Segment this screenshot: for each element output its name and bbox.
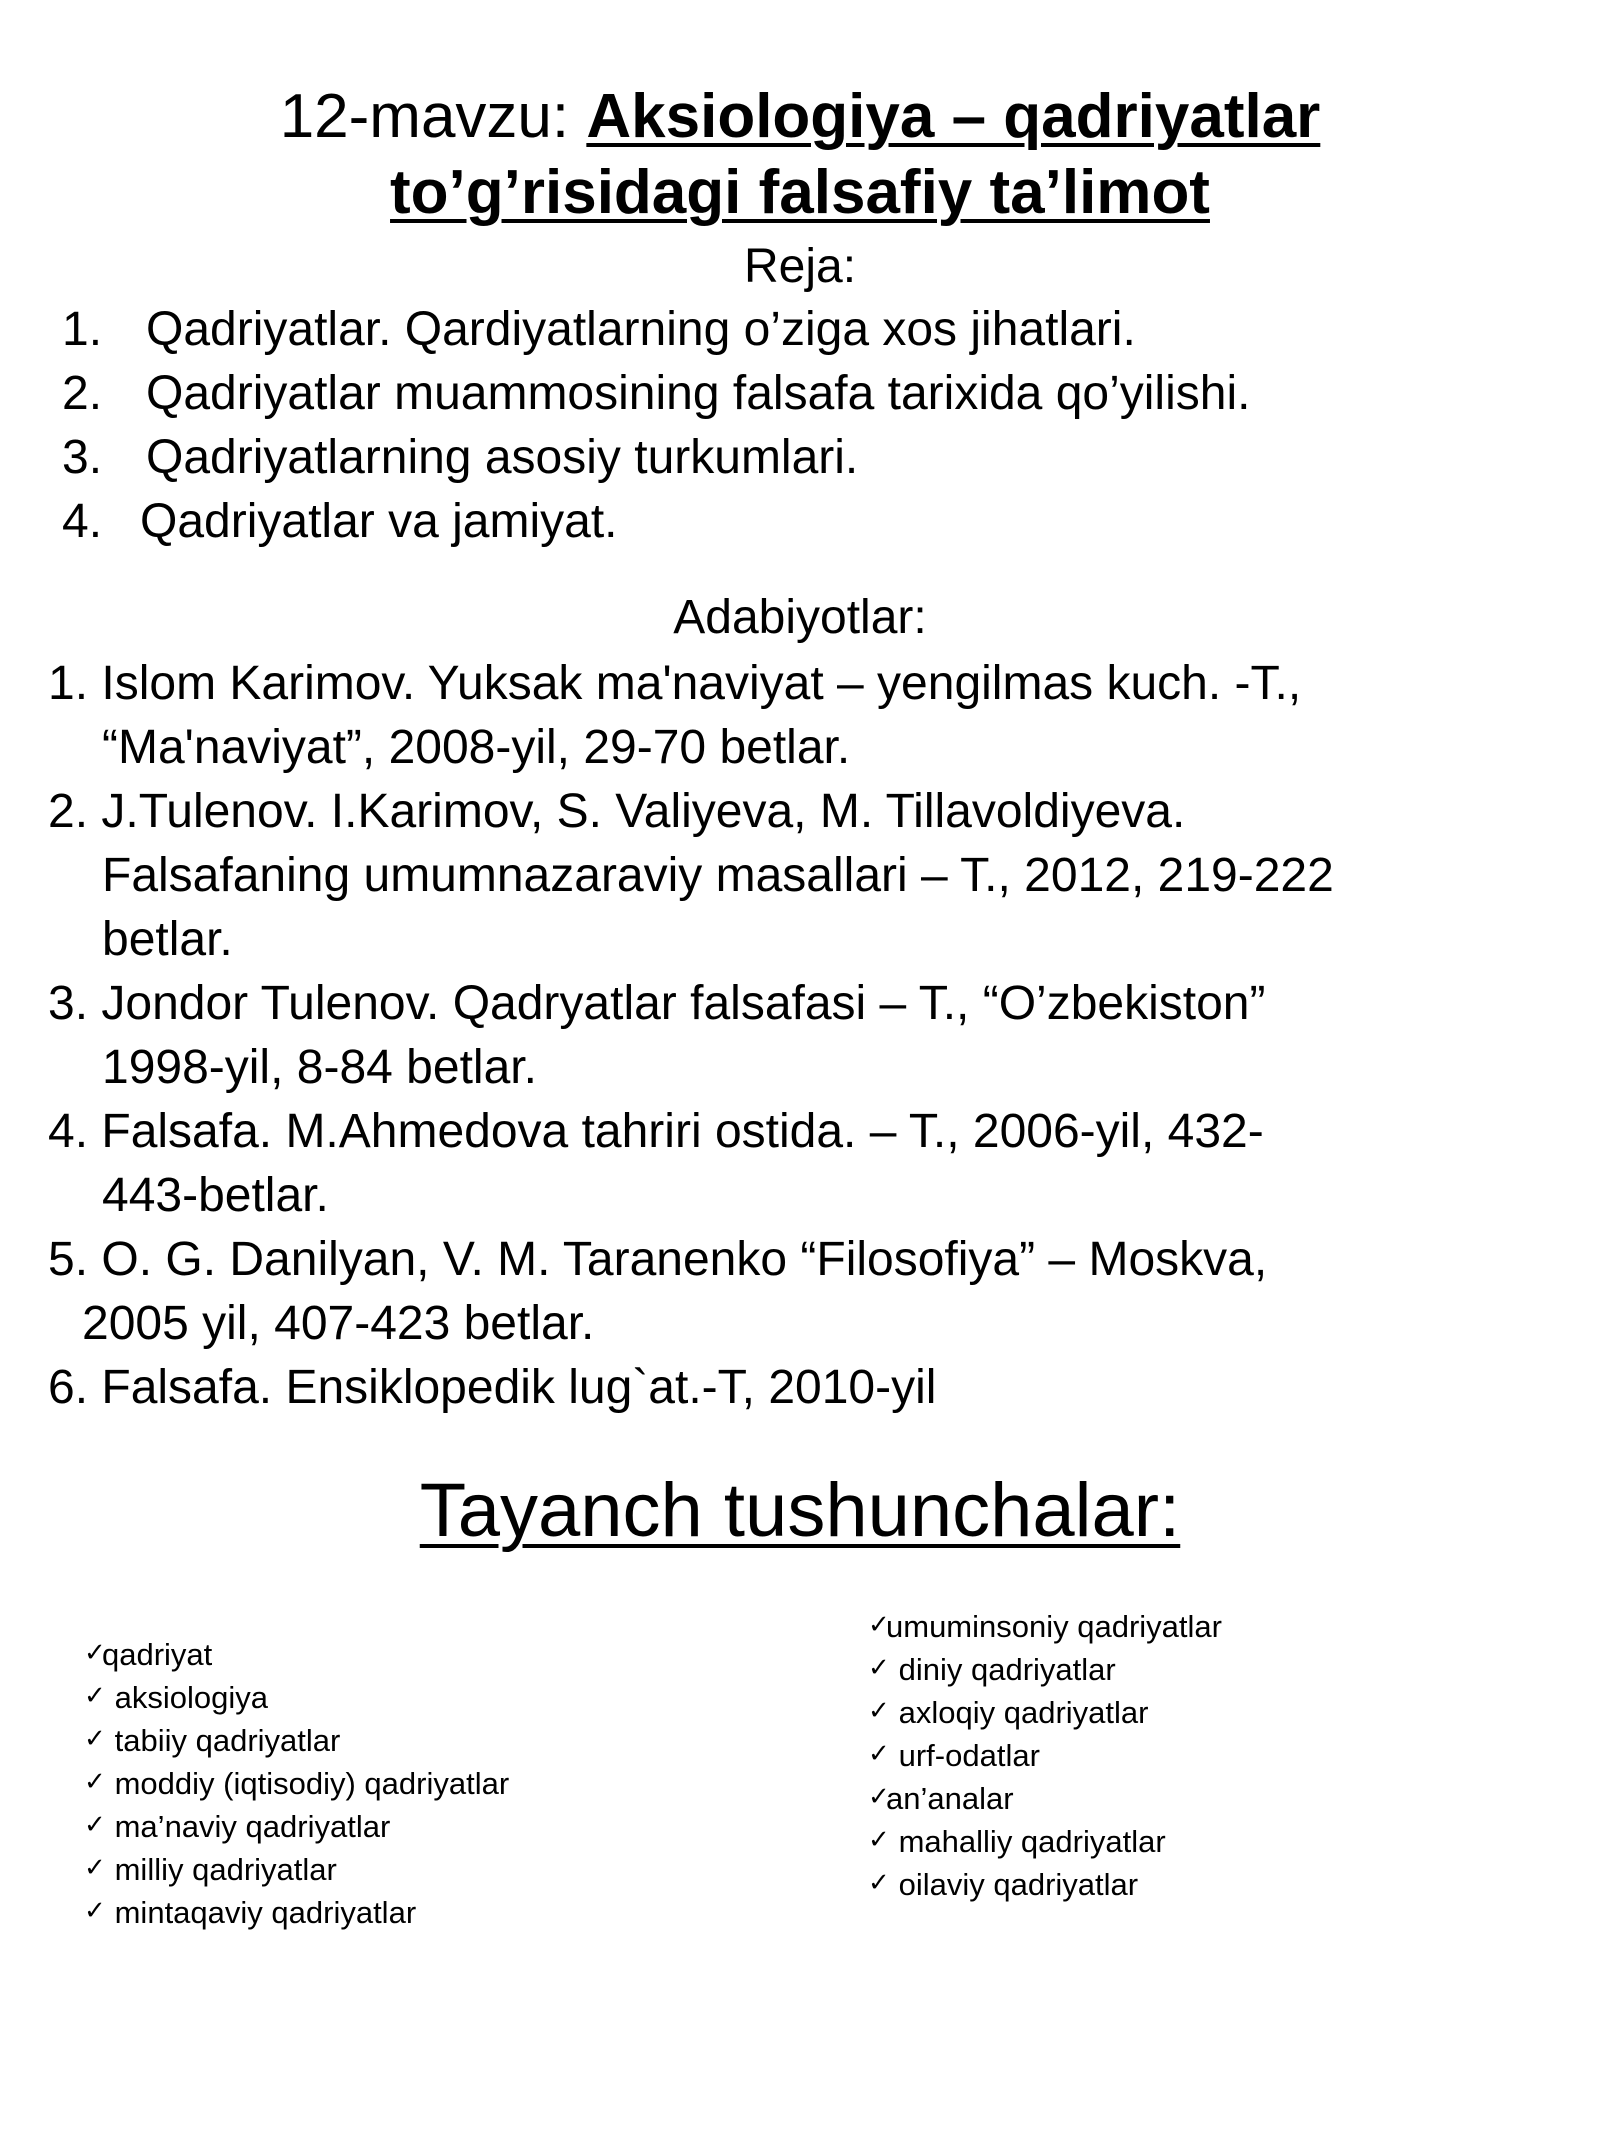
concept-text: urf-odatlar xyxy=(890,1738,1040,1773)
concept-text: mahalliy qadriyatlar xyxy=(890,1824,1166,1859)
checkmark-icon: ✓ xyxy=(84,1637,106,1667)
key-concepts-heading xyxy=(0,1465,1600,1557)
concept-item xyxy=(84,1718,509,1761)
topic-title-line-1 xyxy=(0,78,1600,156)
plan-item-number: 4. xyxy=(62,495,103,548)
concept-text: mintaqaviy qadriyatlar xyxy=(106,1895,417,1930)
checkmark-icon: ✓ xyxy=(868,1652,890,1682)
reference-line-continued: 1998-yil, 8-84 betlar. xyxy=(102,1041,537,1094)
topic-title-line-2 xyxy=(0,154,1600,232)
reference-item xyxy=(48,652,1588,780)
reference-line-continued: betlar. xyxy=(102,913,233,966)
concept-item xyxy=(868,1647,1222,1690)
reference-item xyxy=(48,1228,1588,1356)
concept-text: moddiy (iqtisodiy) qadriyatlar xyxy=(106,1766,510,1801)
checkmark-icon: ✓ xyxy=(84,1809,106,1839)
topic-title-bold-2: to’g’risidagi falsafiy ta’limot xyxy=(390,158,1210,227)
checkmark-icon: ✓ xyxy=(868,1695,890,1725)
key-concepts-heading-text: Tayanch tushunchalar: xyxy=(419,1468,1181,1553)
reference-line: 4. Falsafa. M.Ahmedova tahriri ostida. – T., 2006-yil, 432- xyxy=(48,1105,1264,1158)
reference-line: 2. J.Tulenov. I.Karimov, S. Valiyeva, M. Tillavoldiyeva. xyxy=(48,785,1186,838)
reference-item xyxy=(48,972,1588,1100)
checkmark-icon: ✓ xyxy=(868,1781,890,1811)
reference-line-continued: “Ma'naviyat”, 2008-yil, 29-70 betlar. xyxy=(102,721,851,774)
plan-item-text: Qadriyatlarning asosiy turkumlari. xyxy=(146,431,859,484)
plan-item xyxy=(62,490,1250,554)
concept-item xyxy=(868,1819,1222,1862)
concept-text: axloqiy qadriyatlar xyxy=(890,1695,1149,1730)
plan-item-text: Qadriyatlar. Qardiyatlarning o’ziga xos jihatlari. xyxy=(146,303,1136,356)
plan-list xyxy=(62,298,1250,554)
reference-item xyxy=(48,1356,1588,1420)
concept-text: tabiiy qadriyatlar xyxy=(106,1723,341,1758)
reference-line-continued: 443-betlar. xyxy=(102,1169,329,1222)
reference-line-continued: Falsafaning umumnazaraviy masallari – T., 2012, 219-222 xyxy=(102,849,1334,902)
checkmark-icon: ✓ xyxy=(84,1766,106,1796)
concept-item xyxy=(84,1890,509,1933)
concept-text: ma’naviy qadriyatlar xyxy=(106,1809,391,1844)
reference-item xyxy=(48,780,1588,972)
plan-heading: Reja: xyxy=(743,240,857,293)
topic-title-bold-1: Aksiologiya – qadriyatlar xyxy=(586,82,1321,151)
plan-item xyxy=(62,298,1250,362)
concept-item xyxy=(84,1847,509,1890)
plan-item xyxy=(62,362,1250,426)
key-concepts-right-column xyxy=(868,1604,1222,1905)
reference-line-continued: 2005 yil, 407-423 betlar. xyxy=(82,1297,595,1350)
concept-item xyxy=(868,1690,1222,1733)
topic-number: 12-mavzu: xyxy=(279,82,587,151)
concept-text: an’analar xyxy=(886,1781,1014,1816)
concept-item xyxy=(868,1862,1222,1905)
concept-item xyxy=(84,1632,509,1675)
key-concepts-left-column xyxy=(84,1632,509,1933)
checkmark-icon: ✓ xyxy=(84,1895,106,1925)
reference-line: 6. Falsafa. Ensiklopedik lug`at.-T, 2010-yil xyxy=(48,1361,937,1414)
references-heading: Adabiyotlar: xyxy=(673,591,927,644)
concept-item xyxy=(84,1761,509,1804)
plan-item-text: Qadriyatlar muammosining falsafa tarixida qo’yilishi. xyxy=(146,367,1251,420)
concept-text: oilaviy qadriyatlar xyxy=(890,1867,1139,1902)
concept-text: umuminsoniy qadriyatlar xyxy=(886,1609,1222,1644)
concept-item xyxy=(868,1604,1222,1647)
checkmark-icon: ✓ xyxy=(84,1723,106,1753)
checkmark-icon: ✓ xyxy=(868,1609,890,1639)
plan-item-number: 2. xyxy=(62,367,103,420)
plan-item-number: 1. xyxy=(62,303,103,356)
reference-item xyxy=(48,1100,1588,1228)
checkmark-icon: ✓ xyxy=(84,1852,106,1882)
concept-item xyxy=(84,1804,509,1847)
plan-item xyxy=(62,426,1250,490)
concept-text: milliy qadriyatlar xyxy=(106,1852,337,1887)
reference-line: 3. Jondor Tulenov. Qadryatlar falsafasi – T., “O’zbekiston” xyxy=(48,977,1266,1030)
checkmark-icon: ✓ xyxy=(868,1824,890,1854)
concept-text: qadriyat xyxy=(102,1637,213,1672)
reference-line: 1. Islom Karimov. Yuksak ma'naviyat – yengilmas kuch. -T., xyxy=(48,657,1302,710)
checkmark-icon: ✓ xyxy=(868,1867,890,1897)
concept-item xyxy=(868,1776,1222,1819)
plan-item-text: Qadriyatlar va jamiyat. xyxy=(140,495,618,548)
plan-item-number: 3. xyxy=(62,431,103,484)
checkmark-icon: ✓ xyxy=(84,1680,106,1710)
concept-item xyxy=(84,1675,509,1718)
references-list xyxy=(48,652,1588,1420)
concept-text: aksiologiya xyxy=(106,1680,268,1715)
checkmark-icon: ✓ xyxy=(868,1738,890,1768)
concept-item xyxy=(868,1733,1222,1776)
concept-text: diniy qadriyatlar xyxy=(890,1652,1116,1687)
reference-line: 5. O. G. Danilyan, V. M. Taranenko “Filosofiya” – Moskva, xyxy=(48,1233,1268,1286)
